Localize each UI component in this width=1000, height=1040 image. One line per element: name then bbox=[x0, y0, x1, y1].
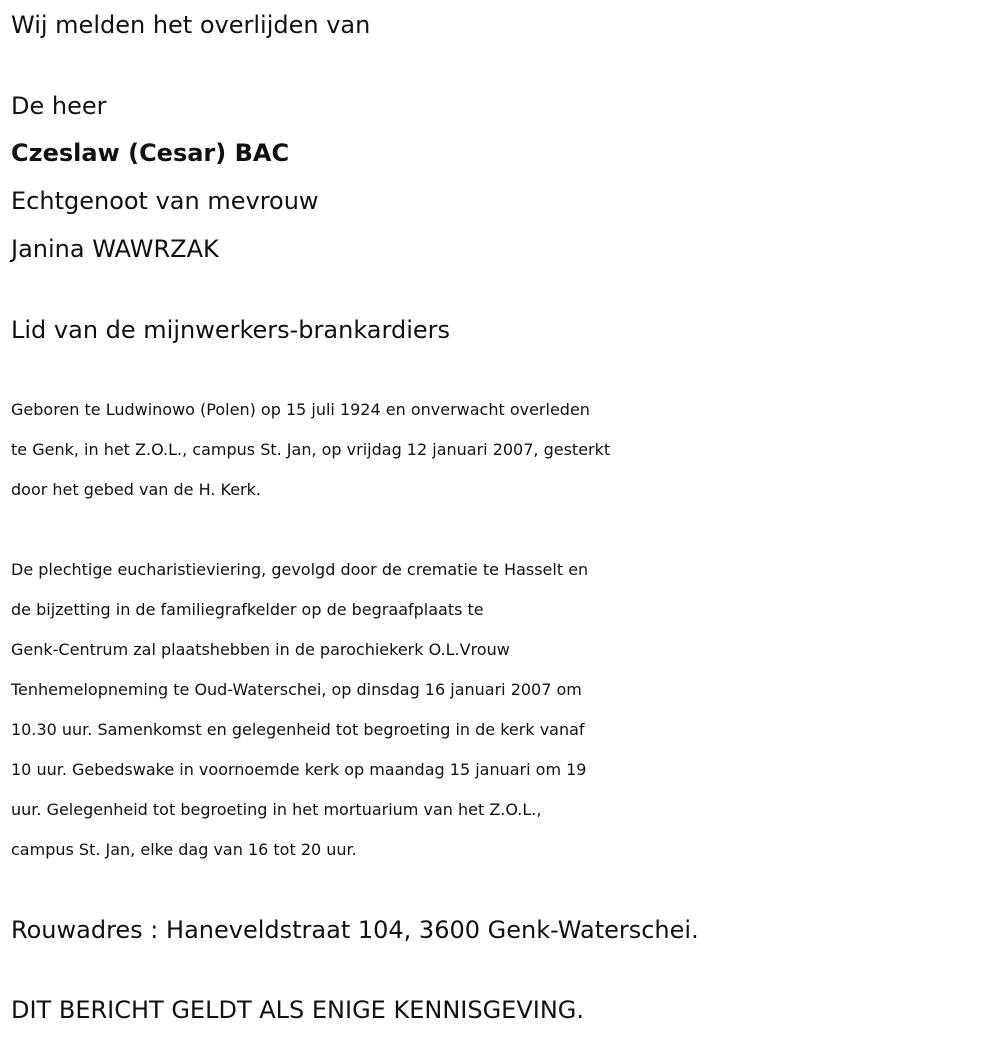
spouse-name: Janina WAWRZAK bbox=[11, 235, 219, 263]
paragraph-line: de bijzetting in de familiegrafkelder op de begraafplaats te bbox=[11, 600, 484, 619]
sole-notice: DIT BERICHT GELDT ALS ENIGE KENNISGEVING. bbox=[11, 996, 585, 1024]
ceremony-paragraph bbox=[11, 550, 993, 870]
paragraph-line: Tenhemelopneming te Oud-Waterschei, op dinsdag 16 januari 2007 om bbox=[11, 680, 582, 699]
paragraph-line: door het gebed van de H. Kerk. bbox=[11, 480, 261, 499]
paragraph-line: Geboren te Ludwinowo (Polen) op 15 juli 1924 en onverwacht overleden bbox=[11, 400, 590, 419]
paragraph-line: 10 uur. Gebedswake in voornoemde kerk op maandag 15 januari om 19 bbox=[11, 760, 587, 779]
paragraph-line: Genk-Centrum zal plaatshebben in de parochiekerk O.L.Vrouw bbox=[11, 640, 510, 659]
title-prefix: De heer bbox=[11, 92, 107, 120]
paragraph-line: 10.30 uur. Samenkomst en gelegenheid tot begroeting in de kerk vanaf bbox=[11, 720, 585, 739]
intro-line: Wij melden het overlijden van bbox=[11, 11, 371, 39]
paragraph-line: De plechtige eucharistieviering, gevolgd door de crematie te Hasselt en bbox=[11, 560, 589, 579]
mourning-address: Rouwadres : Haneveldstraat 104, 3600 Genk-Waterschei. bbox=[11, 916, 699, 944]
birth-death-paragraph bbox=[11, 390, 993, 510]
deceased-name: Czeslaw (Cesar) BAC bbox=[11, 139, 290, 167]
spouse-label: Echtgenoot van mevrouw bbox=[11, 187, 319, 215]
membership-line: Lid van de mijnwerkers-brankardiers bbox=[11, 316, 450, 344]
paragraph-line: uur. Gelegenheid tot begroeting in het mortuarium van het Z.O.L., bbox=[11, 800, 542, 819]
paragraph-line: campus St. Jan, elke dag van 16 tot 20 uur. bbox=[11, 840, 357, 859]
paragraph-line: te Genk, in het Z.O.L., campus St. Jan, op vrijdag 12 januari 2007, gesterkt bbox=[11, 440, 611, 459]
